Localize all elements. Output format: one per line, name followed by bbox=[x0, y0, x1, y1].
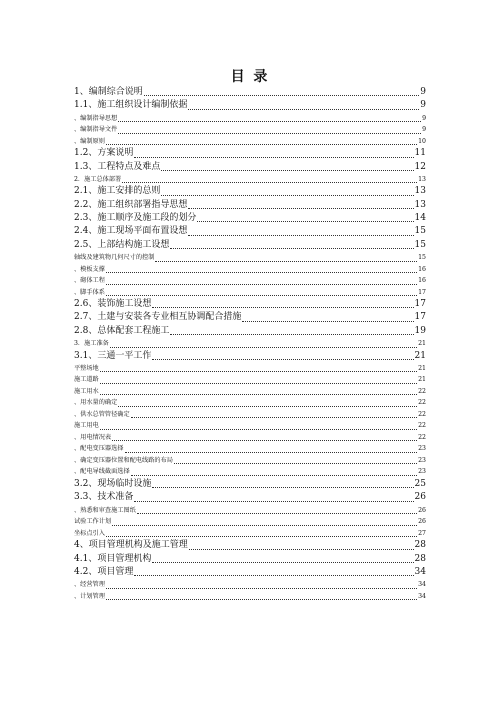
table-of-contents bbox=[74, 86, 426, 602]
toc-entry-label: 施工用电 bbox=[74, 422, 99, 430]
toc-entry-label: 坐标点引入 bbox=[74, 529, 105, 537]
toc-entry-label: 、编制原则 bbox=[74, 137, 105, 145]
toc-entry-label: 2.3、施工顺序及施工段的划分 bbox=[74, 213, 197, 224]
toc-entry-page-number: 9 bbox=[420, 87, 426, 97]
toc-entry-label: 2.6、装饰施工设想 bbox=[74, 299, 152, 310]
toc-entry-page-number: 34 bbox=[414, 566, 426, 577]
toc-entry-label: 、编制指导思想 bbox=[74, 114, 118, 122]
toc-entry-label: 3.1、三通一平工作 bbox=[74, 350, 152, 361]
toc-entry-label: 3．施工准备 bbox=[74, 340, 109, 348]
toc-dot-leader bbox=[106, 535, 417, 537]
toc-entry[interactable] bbox=[74, 420, 426, 432]
toc-entry[interactable] bbox=[74, 325, 426, 338]
toc-entry[interactable] bbox=[74, 432, 426, 444]
toc-dot-leader bbox=[152, 486, 413, 488]
toc-entry[interactable] bbox=[74, 466, 426, 478]
toc-entry[interactable] bbox=[74, 212, 426, 225]
toc-entry[interactable] bbox=[74, 566, 426, 579]
toc-dot-leader bbox=[118, 405, 417, 407]
toc-entry[interactable] bbox=[74, 225, 426, 238]
toc-dot-leader bbox=[106, 143, 417, 145]
toc-entry-label: 2.2、施工组织部署指导思想 bbox=[74, 199, 188, 210]
toc-entry-page-number: 26 bbox=[418, 506, 426, 514]
toc-entry-page-number: 25 bbox=[414, 478, 426, 489]
toc-entry-label: 2.1、施工安排的总则 bbox=[74, 186, 161, 197]
toc-entry-label: 、脚手体系 bbox=[74, 288, 105, 296]
toc-entry-label: 2．施工总体部署 bbox=[74, 175, 122, 183]
toc-entry-label: 1、编制综合说明 bbox=[74, 87, 143, 97]
toc-entry-page-number: 9 bbox=[422, 114, 426, 122]
toc-entry[interactable] bbox=[74, 199, 426, 212]
toc-entry-page-number: 22 bbox=[418, 399, 426, 407]
toc-entry-label: 、供水总管管径确定 bbox=[74, 410, 130, 418]
toc-entry[interactable] bbox=[74, 124, 426, 136]
toc-entry[interactable] bbox=[74, 311, 426, 324]
toc-dot-leader bbox=[134, 156, 413, 158]
toc-entry-label: 1.2、方案说明 bbox=[74, 148, 134, 159]
toc-dot-leader bbox=[110, 346, 417, 348]
toc-entry-label: 、经营管理 bbox=[74, 581, 105, 589]
toc-dot-leader bbox=[106, 283, 417, 285]
toc-entry-label: 、计划管理 bbox=[74, 592, 105, 600]
toc-entry-page-number: 22 bbox=[418, 387, 426, 395]
toc-entry[interactable] bbox=[74, 455, 426, 467]
toc-entry[interactable] bbox=[74, 161, 426, 174]
toc-dot-leader bbox=[170, 333, 413, 335]
toc-entry-label: 2.5、上部结构施工设想 bbox=[74, 239, 170, 250]
toc-entry[interactable] bbox=[74, 298, 426, 311]
toc-entry-label: 试验工作计划 bbox=[74, 518, 112, 526]
toc-entry-page-number: 22 bbox=[418, 410, 426, 418]
toc-entry-page-number: 14 bbox=[414, 213, 426, 224]
toc-entry-page-number: 12 bbox=[414, 161, 426, 172]
toc-dot-leader bbox=[131, 474, 417, 476]
toc-entry-label: 、砌体工程 bbox=[74, 277, 105, 285]
toc-entry-page-number: 28 bbox=[414, 553, 426, 564]
toc-entry-label: 平整场地 bbox=[74, 364, 99, 372]
toc-entry-page-number: 15 bbox=[418, 254, 426, 262]
toc-entry[interactable] bbox=[74, 136, 426, 148]
toc-dot-leader bbox=[106, 294, 417, 296]
toc-dot-leader bbox=[170, 247, 413, 249]
toc-entry-page-number: 16 bbox=[418, 277, 426, 285]
toc-entry-page-number: 23 bbox=[418, 468, 426, 476]
toc-entry-page-number: 13 bbox=[418, 175, 426, 183]
toc-entry[interactable] bbox=[74, 185, 426, 198]
toc-entry[interactable] bbox=[74, 374, 426, 386]
toc-entry-label: 1.1、施工组织设计编制依据 bbox=[74, 100, 188, 111]
toc-dot-leader bbox=[106, 271, 417, 273]
toc-dot-leader bbox=[137, 512, 417, 514]
toc-entry-page-number: 26 bbox=[418, 518, 426, 526]
toc-entry-page-number: 22 bbox=[418, 433, 426, 441]
toc-dot-leader bbox=[144, 94, 420, 96]
toc-entry-label: 、编制指导文件 bbox=[74, 126, 118, 134]
toc-entry[interactable] bbox=[74, 516, 426, 528]
toc-entry[interactable] bbox=[74, 491, 426, 504]
toc-entry-label: 、配电变压器选择 bbox=[74, 445, 124, 453]
toc-entry-page-number: 9 bbox=[422, 126, 426, 134]
toc-dot-leader bbox=[161, 169, 413, 171]
toc-entry-page-number: 17 bbox=[418, 288, 426, 296]
toc-entry[interactable] bbox=[74, 397, 426, 409]
toc-dot-leader bbox=[197, 220, 413, 222]
toc-entry-page-number: 21 bbox=[418, 340, 426, 348]
toc-dot-leader bbox=[188, 234, 413, 236]
toc-dot-leader bbox=[122, 181, 417, 183]
toc-entry[interactable] bbox=[74, 409, 426, 421]
toc-entry[interactable] bbox=[74, 539, 426, 552]
toc-dot-leader bbox=[189, 548, 414, 550]
toc-dot-leader bbox=[125, 451, 418, 453]
toc-dot-leader bbox=[112, 524, 417, 526]
toc-entry-page-number: 15 bbox=[414, 226, 426, 237]
toc-entry-page-number: 21 bbox=[418, 364, 426, 372]
toc-entry-label: 、模板支撑 bbox=[74, 265, 105, 273]
toc-entry-label: 、熟悉和审查施工图纸 bbox=[74, 506, 136, 514]
toc-entry-label: 、确定变压器位置和配电线路的布局 bbox=[74, 456, 173, 464]
toc-entry[interactable] bbox=[74, 591, 426, 603]
toc-dot-leader bbox=[106, 598, 417, 600]
toc-dot-leader bbox=[242, 320, 413, 322]
toc-entry[interactable] bbox=[74, 338, 426, 350]
toc-entry[interactable] bbox=[74, 99, 426, 112]
toc-entry-page-number: 23 bbox=[418, 445, 426, 453]
toc-dot-leader bbox=[161, 194, 413, 196]
toc-entry[interactable] bbox=[74, 252, 426, 264]
toc-entry-page-number: 19 bbox=[414, 325, 426, 336]
toc-dot-leader bbox=[100, 393, 417, 395]
toc-entry-page-number: 13 bbox=[414, 186, 426, 197]
toc-entry[interactable] bbox=[74, 363, 426, 375]
toc-entry[interactable] bbox=[74, 505, 426, 517]
toc-entry-label: 2.8、总体配套工程施工 bbox=[74, 325, 170, 336]
toc-entry-label: 4、项目管理机构及施工管理 bbox=[74, 540, 188, 551]
toc-entry-label: 、用水量的确定 bbox=[74, 399, 118, 407]
toc-entry[interactable] bbox=[74, 553, 426, 566]
toc-entry-page-number: 26 bbox=[414, 492, 426, 503]
toc-dot-leader bbox=[152, 306, 413, 308]
toc-entry-label: 、用电情况表 bbox=[74, 433, 112, 441]
toc-entry-label: 1.3、工程特点及难点 bbox=[74, 161, 161, 172]
toc-entry[interactable] bbox=[74, 275, 426, 287]
toc-dot-leader bbox=[134, 500, 413, 502]
toc-entry-page-number: 11 bbox=[414, 148, 426, 159]
toc-dot-leader bbox=[152, 561, 413, 563]
toc-entry-label: 2.7、土建与安装各专业相互协调配合措施 bbox=[74, 312, 242, 323]
toc-entry-page-number: 21 bbox=[418, 376, 426, 384]
toc-entry-label: 轴线及建筑物几何尺寸的控制 bbox=[74, 254, 155, 262]
toc-title: 目 录 bbox=[230, 69, 270, 85]
toc-dot-leader bbox=[131, 416, 417, 418]
toc-entry-page-number: 23 bbox=[418, 456, 426, 464]
toc-entry[interactable] bbox=[74, 528, 426, 540]
toc-dot-leader bbox=[188, 207, 413, 209]
toc-entry[interactable] bbox=[74, 443, 426, 455]
toc-entry[interactable] bbox=[74, 264, 426, 276]
toc-entry-page-number: 22 bbox=[418, 422, 426, 430]
toc-entry-page-number: 27 bbox=[418, 529, 426, 537]
toc-entry-page-number: 17 bbox=[414, 299, 426, 310]
toc-entry-page-number: 34 bbox=[418, 592, 426, 600]
toc-entry-page-number: 21 bbox=[414, 350, 426, 361]
toc-dot-leader bbox=[100, 370, 417, 372]
toc-dot-leader bbox=[118, 132, 421, 134]
toc-entry-page-number: 9 bbox=[420, 100, 426, 111]
toc-entry[interactable] bbox=[74, 386, 426, 398]
toc-entry[interactable] bbox=[74, 350, 426, 363]
toc-entry-page-number: 34 bbox=[418, 581, 426, 589]
toc-entry[interactable] bbox=[74, 287, 426, 299]
toc-entry-label: 4.1、项目管理机构 bbox=[74, 553, 152, 564]
toc-dot-leader bbox=[106, 587, 417, 589]
toc-entry[interactable] bbox=[74, 113, 426, 125]
toc-dot-leader bbox=[112, 439, 417, 441]
toc-entry-page-number: 10 bbox=[418, 137, 426, 145]
toc-entry-page-number: 16 bbox=[418, 265, 426, 273]
toc-entry-label: 3.2、现场临时设施 bbox=[74, 478, 152, 489]
toc-dot-leader bbox=[118, 120, 421, 122]
toc-entry-label: 2.4、施工现场平面布置设想 bbox=[74, 226, 188, 237]
toc-entry[interactable] bbox=[74, 147, 426, 160]
toc-entry-page-number: 15 bbox=[414, 239, 426, 250]
toc-dot-leader bbox=[100, 382, 417, 384]
toc-dot-leader bbox=[134, 574, 413, 576]
toc-entry-page-number: 28 bbox=[414, 540, 426, 551]
toc-dot-leader bbox=[188, 108, 419, 110]
toc-entry-label: 施工道路 bbox=[74, 376, 99, 384]
toc-dot-leader bbox=[100, 428, 417, 430]
toc-entry-label: 施工用水 bbox=[74, 387, 99, 395]
toc-dot-leader bbox=[152, 358, 413, 360]
toc-entry[interactable] bbox=[74, 579, 426, 591]
toc-entry-page-number: 13 bbox=[414, 199, 426, 210]
toc-entry-label: 4.2、项目管理 bbox=[74, 566, 134, 577]
toc-dot-leader bbox=[155, 260, 417, 262]
toc-entry[interactable] bbox=[74, 174, 426, 186]
toc-dot-leader bbox=[174, 462, 417, 464]
toc-entry-page-number: 17 bbox=[414, 312, 426, 323]
toc-entry[interactable] bbox=[74, 86, 426, 99]
toc-entry[interactable] bbox=[74, 478, 426, 491]
toc-entry-label: 3.3、技术准备 bbox=[74, 492, 134, 503]
toc-entry[interactable] bbox=[74, 239, 426, 252]
toc-entry-label: 、配电导线截面选择 bbox=[74, 468, 130, 476]
